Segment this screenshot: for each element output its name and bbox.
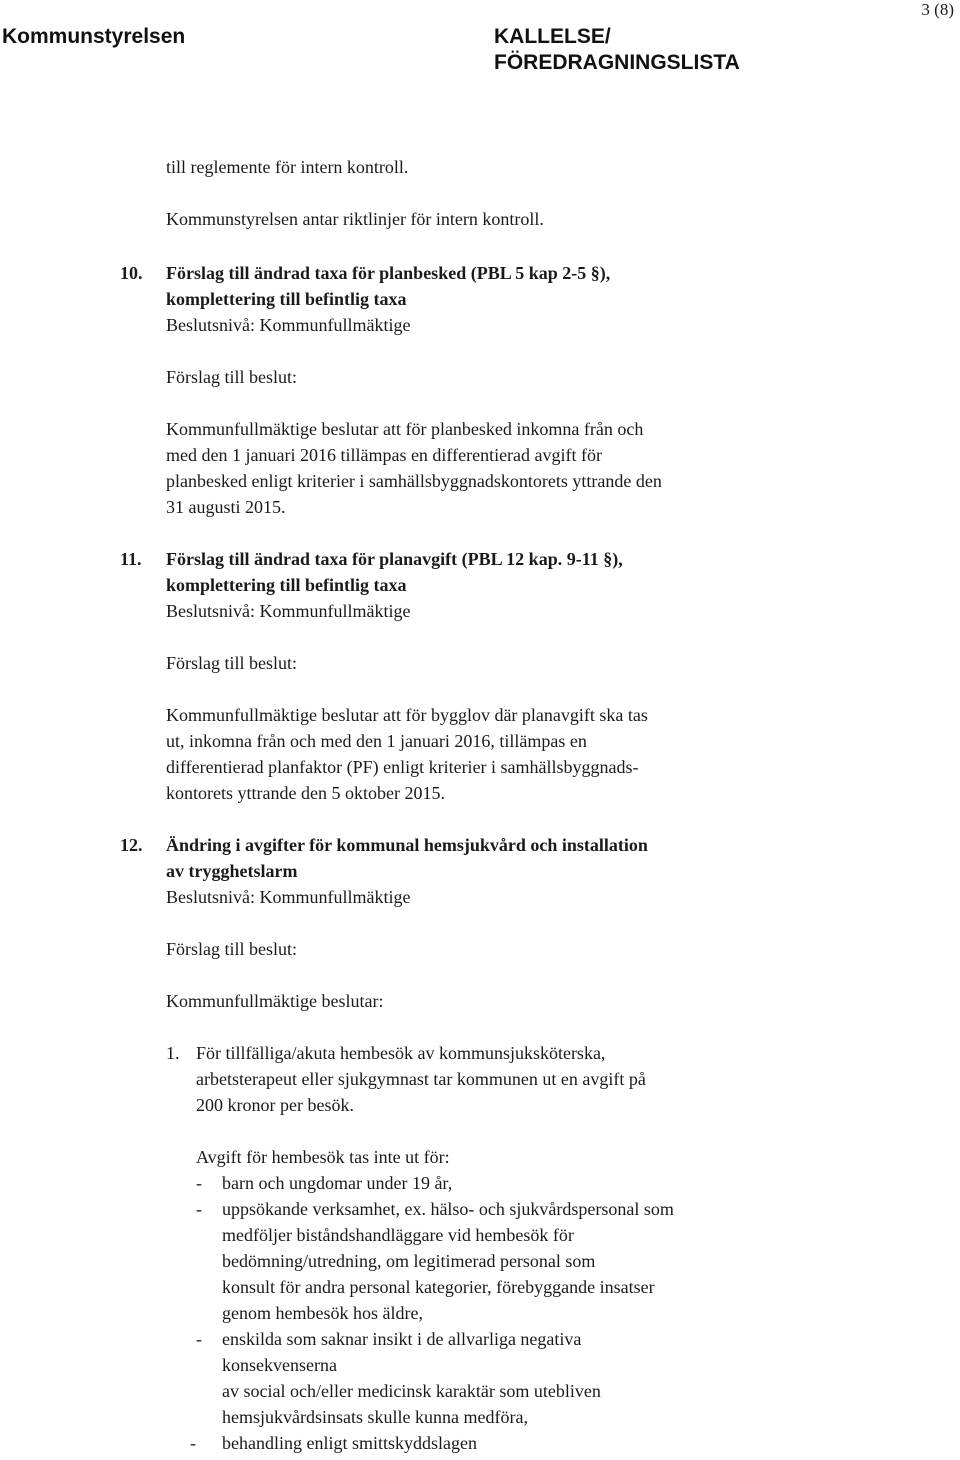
- item-number: 12.: [120, 835, 143, 855]
- list-item-line: 200 kronor per besök.: [196, 1095, 354, 1115]
- bullet-dash: -: [190, 1433, 196, 1453]
- exemption-line: behandling enligt smittskyddslagen: [222, 1433, 477, 1453]
- decision-lead: Kommunfullmäktige beslutar:: [166, 991, 384, 1011]
- item-title: komplettering till befintlig taxa: [166, 289, 407, 309]
- decision-level: Beslutsnivå: Kommunfullmäktige: [166, 315, 411, 335]
- proposal-text-line: planbesked enligt kriterier i samhällsbyggnadskontorets yttrande den: [166, 471, 662, 491]
- list-item-line: arbetsterapeut eller sjukgymnast tar kommunen ut en avgift på: [196, 1069, 646, 1089]
- exemption-line: enskilda som saknar insikt i de allvarliga negativa: [222, 1329, 582, 1349]
- item-number: 10.: [120, 263, 143, 283]
- page-number: 3 (8): [921, 0, 954, 19]
- exemption-line: barn och ungdomar under 19 år,: [222, 1173, 453, 1193]
- decision-level: Beslutsnivå: Kommunfullmäktige: [166, 887, 411, 907]
- exemption-heading: Avgift för hembesök tas inte ut för:: [196, 1147, 450, 1167]
- document-type: [494, 24, 740, 76]
- item-title: Förslag till ändrad taxa för planavgift (PBL 12 kap. 9-11 §),: [166, 549, 623, 569]
- item-title: Ändring i avgifter för kommunal hemsjukvård och installation: [166, 835, 648, 855]
- bullet-dash: -: [196, 1199, 202, 1219]
- item-title: Förslag till ändrad taxa för planbesked (PBL 5 kap 2-5 §),: [166, 263, 611, 283]
- exemption-line: medföljer biståndshandläggare vid hembesök för: [222, 1225, 574, 1245]
- document-type-line: FÖREDRAGNINGSLISTA: [494, 51, 740, 74]
- proposal-text-line: kontorets yttrande den 5 oktober 2015.: [166, 783, 445, 803]
- exemption-line: konsekvenserna: [222, 1355, 337, 1375]
- proposal-text-line: med den 1 januari 2016 tillämpas en differentierad avgift för: [166, 445, 603, 465]
- proposal-text-line: 31 augusti 2015.: [166, 497, 286, 517]
- intro-line: Kommunstyrelsen antar riktlinjer för intern kontroll.: [166, 209, 544, 229]
- proposal-text-line: ut, inkomna från och med den 1 januari 2016, tillämpas en: [166, 731, 587, 751]
- list-number: 1.: [166, 1043, 180, 1063]
- proposal-label: Förslag till beslut:: [166, 653, 298, 673]
- bullet-dash: -: [196, 1329, 202, 1349]
- document-type-line: KALLELSE/: [494, 25, 611, 48]
- list-item-line: För tillfälliga/akuta hembesök av kommunsjuksköterska,: [196, 1043, 606, 1063]
- bullet-dash: -: [196, 1173, 202, 1193]
- proposal-text-line: differentierad planfaktor (PF) enligt kriterier i samhällsbyggnads-: [166, 757, 639, 777]
- exemption-line: uppsökande verksamhet, ex. hälso- och sjukvårdspersonal som: [222, 1199, 674, 1219]
- exemption-line: av social och/eller medicinsk karaktär som utebliven: [222, 1381, 601, 1401]
- item-title: av trygghetslarm: [166, 861, 298, 881]
- organization-name: Kommunstyrelsen: [2, 25, 186, 48]
- item-title: komplettering till befintlig taxa: [166, 575, 407, 595]
- exemption-line: bedömning/utredning, om legitimerad personal som: [222, 1251, 596, 1271]
- exemption-line: hemsjukvårdsinsats skulle kunna medföra,: [222, 1407, 528, 1427]
- item-number: 11.: [120, 549, 142, 569]
- proposal-label: Förslag till beslut:: [166, 367, 298, 387]
- decision-level: Beslutsnivå: Kommunfullmäktige: [166, 601, 411, 621]
- proposal-label: Förslag till beslut:: [166, 939, 298, 959]
- exemption-line: genom hembesök hos äldre,: [222, 1303, 423, 1323]
- exemption-line: konsult för andra personal kategorier, förebyggande insatser: [222, 1277, 655, 1297]
- proposal-text-line: Kommunfullmäktige beslutar att för planbesked inkomna från och: [166, 419, 644, 439]
- proposal-text-line: Kommunfullmäktige beslutar att för bygglov där planavgift ska tas: [166, 705, 648, 725]
- intro-line: till reglemente för intern kontroll.: [166, 157, 409, 177]
